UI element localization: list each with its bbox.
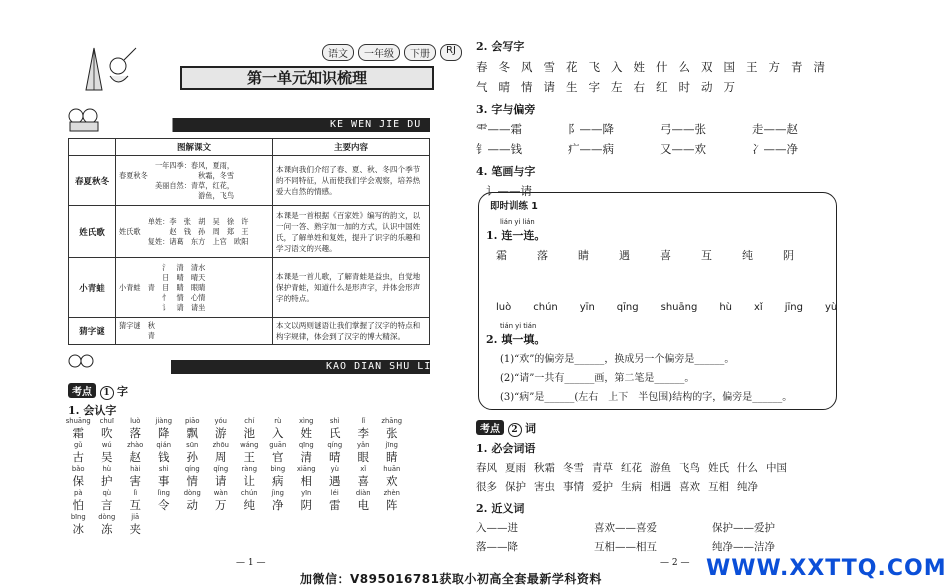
tag-grade: 一年级	[358, 44, 400, 61]
char-pinyin: rù	[274, 417, 282, 425]
radical-pair: 钅——钱	[476, 142, 522, 156]
char-item: 互	[129, 498, 141, 512]
page-number-right: — 2 —	[660, 558, 690, 568]
char-pinyin: bīng	[70, 513, 86, 521]
char-pinyin: qù	[102, 489, 112, 497]
kaodian-badge: 考点	[476, 420, 504, 435]
tag-edition: RJ	[440, 44, 462, 61]
cartoon-illustration	[72, 40, 142, 92]
word-item: 冬雪	[563, 462, 584, 474]
char-item: 情	[186, 474, 198, 488]
write-char: 方	[768, 60, 780, 74]
char-item: 阴	[300, 498, 312, 512]
recognize-heading: 1. 会认字	[68, 404, 117, 417]
char-pinyin: chún	[240, 489, 258, 497]
char-item: 官	[272, 450, 284, 464]
kids-reading-icon	[66, 106, 102, 132]
right-page-top	[476, 38, 844, 199]
lesson-name: 小青蛙	[69, 258, 116, 318]
match-pinyin: yīn	[579, 302, 595, 313]
radical-pair: 走——赵	[752, 122, 798, 136]
char-item: 让	[243, 474, 255, 488]
write-char: 么	[678, 60, 690, 74]
char-pinyin: jīng	[385, 441, 398, 449]
char-pinyin: shuāng	[65, 417, 91, 425]
recognize-grid	[64, 417, 406, 537]
match-char: 阴	[783, 249, 794, 262]
char-pinyin: qián	[156, 441, 172, 449]
tag-volume: 下册	[404, 44, 436, 61]
q1-pinyin: lián yi lián	[500, 218, 535, 226]
write-char: 春	[476, 60, 488, 74]
char-pinyin: guān	[269, 441, 287, 449]
char-item: 入	[272, 426, 284, 440]
radical-pair: 疒——病	[568, 142, 614, 156]
word-item: 害虫	[534, 481, 555, 493]
char-pinyin: jiā	[131, 513, 140, 521]
lesson-content: 本课是一首根据《百家姓》编写的韵文，以一问一答、熟字加一加的方式，认识中国姓氏，了解单姓和复姓，提升了识字的乐趣和学习语文的兴趣。	[273, 206, 430, 258]
word-item: 姓氏	[708, 462, 729, 474]
char-pinyin: jìng	[271, 489, 284, 497]
word-item: 什么	[737, 462, 758, 474]
char-item: 请	[215, 474, 227, 488]
char-item: 电	[357, 498, 369, 512]
word-item: 纯净	[737, 481, 758, 493]
word-item: 喜欢	[679, 481, 700, 493]
fill-item: (2)“请”一共有______画，第二笔是______。	[500, 373, 695, 384]
footer-watermark: 加微信：V895016781获取小初高全套最新学科资料	[300, 572, 602, 586]
kaodian-badge: 考点	[68, 383, 96, 398]
header-tags	[322, 44, 462, 61]
word-item: 事情	[563, 481, 584, 493]
write-char: 气	[476, 80, 488, 94]
char-pinyin: bǎo	[71, 465, 85, 473]
synonym-pair: 喜欢——喜爱	[594, 522, 657, 534]
kaodian-2-label	[476, 420, 536, 437]
char-pinyin: léi	[330, 489, 339, 497]
char-pinyin: lì	[133, 489, 138, 497]
char-item: 游	[215, 426, 227, 440]
lesson-name: 姓氏歌	[69, 206, 116, 258]
char-item: 古	[72, 450, 84, 464]
char-pinyin: wú	[101, 441, 112, 449]
kaodian-topic: 字	[117, 385, 128, 398]
word-item: 很多	[476, 481, 497, 493]
char-item: 姓	[300, 426, 312, 440]
table-row	[69, 318, 430, 345]
char-item: 冰	[72, 522, 84, 536]
lesson-content: 本课向我们介绍了春、夏、秋、冬四个季节的不同特征，从而使我们学会观察，培养热爱大自然的情感。	[273, 156, 430, 206]
write-char: 入	[611, 60, 623, 74]
match-char: 睛	[578, 249, 589, 262]
char-pinyin: yóu	[214, 417, 227, 425]
char-item: 赵	[129, 450, 141, 464]
char-item: 保	[72, 474, 84, 488]
char-item: 池	[243, 426, 255, 440]
char-pinyin: xìng	[298, 417, 314, 425]
word-item: 夏雨	[505, 462, 526, 474]
write-char: 什	[656, 60, 668, 74]
char-pinyin: xiāng	[296, 465, 316, 473]
char-item: 雷	[329, 498, 341, 512]
char-item: 周	[215, 450, 227, 464]
char-pinyin: hài	[130, 465, 141, 473]
char-pinyin: shì	[158, 465, 169, 473]
write-char: 晴	[498, 80, 510, 94]
footer-url: WWW.XXTTQ.COM	[706, 556, 947, 581]
radical-pair: 冫——净	[752, 142, 798, 156]
page-number-left: — 1 —	[236, 558, 266, 568]
char-pinyin: gǔ	[73, 441, 83, 449]
word-item: 游鱼	[650, 462, 671, 474]
char-pinyin: jiàng	[155, 417, 173, 425]
char-pinyin: huān	[383, 465, 401, 473]
char-item: 冻	[101, 522, 113, 536]
char-item: 喜	[357, 474, 369, 488]
char-item: 李	[357, 426, 369, 440]
char-pinyin: dòng	[98, 513, 116, 521]
synonym-pair: 保护——爱护	[712, 522, 775, 534]
q2-text: 2. 填一填。	[486, 333, 546, 346]
strokes-heading: 4. 笔画与字	[476, 165, 536, 178]
char-item: 落	[129, 426, 141, 440]
char-item: 害	[129, 474, 141, 488]
char-pinyin: chuī	[99, 417, 114, 425]
write-char: 字	[588, 80, 600, 94]
char-item: 飘	[186, 426, 198, 440]
char-item: 相	[300, 474, 312, 488]
write-char: 姓	[633, 60, 645, 74]
radical-pair: 又——欢	[660, 142, 706, 156]
match-pinyin: hù	[719, 302, 732, 313]
char-pinyin: ràng	[241, 465, 258, 473]
word-item: 生病	[621, 481, 642, 493]
strokes-item: 讠——请	[486, 184, 532, 198]
write-char: 青	[791, 60, 803, 74]
char-item: 霜	[72, 426, 84, 440]
char-pinyin: sūn	[186, 441, 199, 449]
char-item: 孙	[186, 450, 198, 464]
q1-text: 1. 连一连。	[486, 229, 546, 242]
match-pinyin: jīng	[784, 302, 803, 313]
radical-pair: 阝——降	[568, 122, 614, 136]
write-heading: 2. 会写字	[476, 40, 525, 53]
word-item: 保护	[505, 481, 526, 493]
write-char: 时	[678, 80, 690, 94]
write-char: 万	[723, 80, 735, 94]
must-words-heading: 1. 必会词语	[476, 442, 536, 455]
char-item: 张	[386, 426, 398, 440]
char-item: 晴	[329, 450, 341, 464]
word-item: 红花	[621, 462, 642, 474]
char-item: 降	[158, 426, 170, 440]
table-row	[69, 258, 430, 318]
lesson-diagram: 单姓：李 张 胡 吴 徐 许 姓氏歌 赵 钱 孙 周 郑 王 复姓：诸葛 东方 上官 欧阳	[119, 216, 249, 246]
lesson-diagram: 一年四季：春风，夏雨， 春夏秋冬 秋霜，冬雪 美丽自然：青草，红花， 游鱼，飞鸟	[119, 160, 235, 200]
match-char: 遇	[619, 249, 630, 262]
kids-icon	[66, 352, 96, 372]
char-pinyin: hù	[102, 465, 112, 473]
write-char: 请	[543, 80, 555, 94]
write-char: 左	[611, 80, 623, 94]
char-item: 欢	[386, 474, 398, 488]
word-item: 互相	[708, 481, 729, 493]
char-pinyin: zhào	[127, 441, 144, 449]
word-item: 青草	[592, 462, 613, 474]
text-analysis-table	[68, 138, 430, 345]
char-pinyin: wáng	[240, 441, 259, 449]
kaodian-topic: 词	[525, 422, 536, 435]
char-item: 净	[272, 498, 284, 512]
section-pinyin-points: KAO DIAN SHU LI	[326, 361, 432, 372]
lesson-diagram: 氵 清 清水 日 晴 晴天 小青蛙 青 目 睛 眼睛 忄 情 心情 讠 请 请坐	[119, 262, 206, 312]
word-item: 秋霜	[534, 462, 555, 474]
char-pinyin: lìng	[157, 489, 170, 497]
char-pinyin: bìng	[270, 465, 286, 473]
table-header-diagram: 图解课文	[116, 139, 273, 156]
char-pinyin: shì	[329, 417, 340, 425]
unit-title: 第一单元知识梳理	[180, 66, 434, 90]
match-char: 霜	[496, 249, 507, 262]
char-pinyin: chí	[244, 417, 255, 425]
table-row	[69, 206, 430, 258]
char-pinyin: lǐ	[361, 417, 366, 425]
synonym-pair: 纯净——洁净	[712, 541, 775, 553]
synonym-pair: 落——降	[476, 541, 518, 553]
char-pinyin: xǐ	[360, 465, 367, 473]
write-char: 双	[701, 60, 713, 74]
char-item: 言	[101, 498, 113, 512]
match-pinyin: luò	[496, 302, 512, 313]
section-pinyin-reading: KE WEN JIE DU	[330, 119, 422, 130]
char-item: 吴	[101, 450, 113, 464]
write-char: 生	[566, 80, 578, 94]
char-item: 护	[101, 474, 113, 488]
char-pinyin: dòng	[183, 489, 201, 497]
radical-pair: 弓——张	[660, 122, 706, 136]
fill-item: (3)“病”是______(左右 上下 半包围)结构的字，偏旁是______。	[500, 392, 793, 403]
char-pinyin: qǐng	[213, 465, 229, 473]
kaodian-number: 2	[508, 423, 522, 437]
fill-item: (1)“欢”的偏旁是______，换成另一个偏旁是______。	[500, 354, 735, 365]
write-char: 风	[521, 60, 533, 74]
match-chars	[496, 247, 794, 263]
word-item: 爱护	[592, 481, 613, 493]
char-pinyin: luò	[130, 417, 141, 425]
table-header-content: 主要内容	[273, 139, 430, 156]
char-pinyin: qīng	[298, 441, 314, 449]
char-pinyin: diàn	[355, 489, 371, 497]
char-pinyin: yǎn	[357, 441, 370, 449]
match-pinyin: shuāng	[660, 302, 698, 313]
match-pinyins	[496, 302, 837, 313]
char-pinyin: yù	[330, 465, 339, 473]
write-char: 冬	[498, 60, 510, 74]
char-item: 睛	[386, 450, 398, 464]
synonym-pair: 互相——相互	[594, 541, 657, 553]
match-pinyin: xǐ	[754, 302, 763, 313]
char-item: 动	[186, 498, 198, 512]
lesson-name: 春夏秋冬	[69, 156, 116, 206]
match-char: 落	[537, 249, 548, 262]
char-pinyin: zhāng	[381, 417, 403, 425]
char-pinyin: piāo	[184, 417, 200, 425]
lesson-diagram: 猜字谜 秋 青	[119, 321, 155, 340]
words-section	[476, 440, 830, 554]
char-item: 遇	[329, 474, 341, 488]
char-item: 氏	[329, 426, 341, 440]
char-item: 王	[243, 450, 255, 464]
char-pinyin: yīn	[301, 489, 312, 497]
radical-pair: ⻗——霜	[476, 122, 522, 136]
char-item: 怕	[72, 498, 84, 512]
word-item: 飞鸟	[679, 462, 700, 474]
write-char: 国	[723, 60, 735, 74]
char-item: 清	[300, 450, 312, 464]
kaodian-1-label	[68, 383, 128, 400]
synonyms-heading: 2. 近义词	[476, 502, 525, 515]
char-item: 令	[158, 498, 170, 512]
write-char: 雪	[543, 60, 555, 74]
char-item: 事	[158, 474, 170, 488]
q2-pinyin: tián yi tián	[500, 322, 537, 330]
char-pinyin: wàn	[213, 489, 228, 497]
char-item: 吹	[101, 426, 113, 440]
write-char: 王	[746, 60, 758, 74]
word-item: 春风	[476, 462, 497, 474]
char-pinyin: pà	[74, 489, 83, 497]
write-char: 飞	[588, 60, 600, 74]
write-char: 情	[521, 80, 533, 94]
match-pinyin: chún	[533, 302, 558, 313]
char-item: 纯	[243, 498, 255, 512]
char-pinyin: qíng	[327, 441, 343, 449]
table-row	[69, 156, 430, 206]
word-item: 中国	[766, 462, 787, 474]
tag-subject: 语文	[322, 44, 354, 61]
char-pinyin: zhōu	[212, 441, 229, 449]
char-item: 眼	[357, 450, 369, 464]
char-pinyin: zhèn	[383, 489, 400, 497]
q2-items	[500, 350, 792, 407]
char-item: 万	[215, 498, 227, 512]
lesson-name: 猜字谜	[69, 318, 116, 345]
char-item: 阵	[386, 498, 398, 512]
match-char: 互	[701, 249, 712, 262]
kaodian-number: 1	[100, 386, 114, 400]
char-item: 病	[272, 474, 284, 488]
synonym-pair: 入——进	[476, 522, 518, 534]
write-char: 花	[566, 60, 578, 74]
match-char: 喜	[660, 249, 671, 262]
match-pinyin: yù	[824, 302, 838, 313]
practice-title: 即时训练 1	[490, 201, 538, 212]
char-item: 夹	[129, 522, 141, 536]
write-char: 红	[656, 80, 668, 94]
write-char: 动	[701, 80, 713, 94]
lesson-content: 本文以两则谜语让我们掌握了汉字的特点和构字规律，体会到了汉字的博大精深。	[273, 318, 430, 345]
write-char: 右	[633, 80, 645, 94]
write-char: 清	[813, 60, 825, 74]
match-pinyin: qīng	[616, 302, 639, 313]
char-pinyin: qíng	[184, 465, 200, 473]
radicals-heading: 3. 字与偏旁	[476, 103, 536, 116]
lesson-content: 本课是一首儿歌，了解青蛙是益虫，自觉地保护青蛙，知道什么是形声字，并体会形声字的特点。	[273, 258, 430, 318]
char-item: 钱	[158, 450, 170, 464]
word-item: 相遇	[650, 481, 671, 493]
match-char: 纯	[742, 249, 753, 262]
